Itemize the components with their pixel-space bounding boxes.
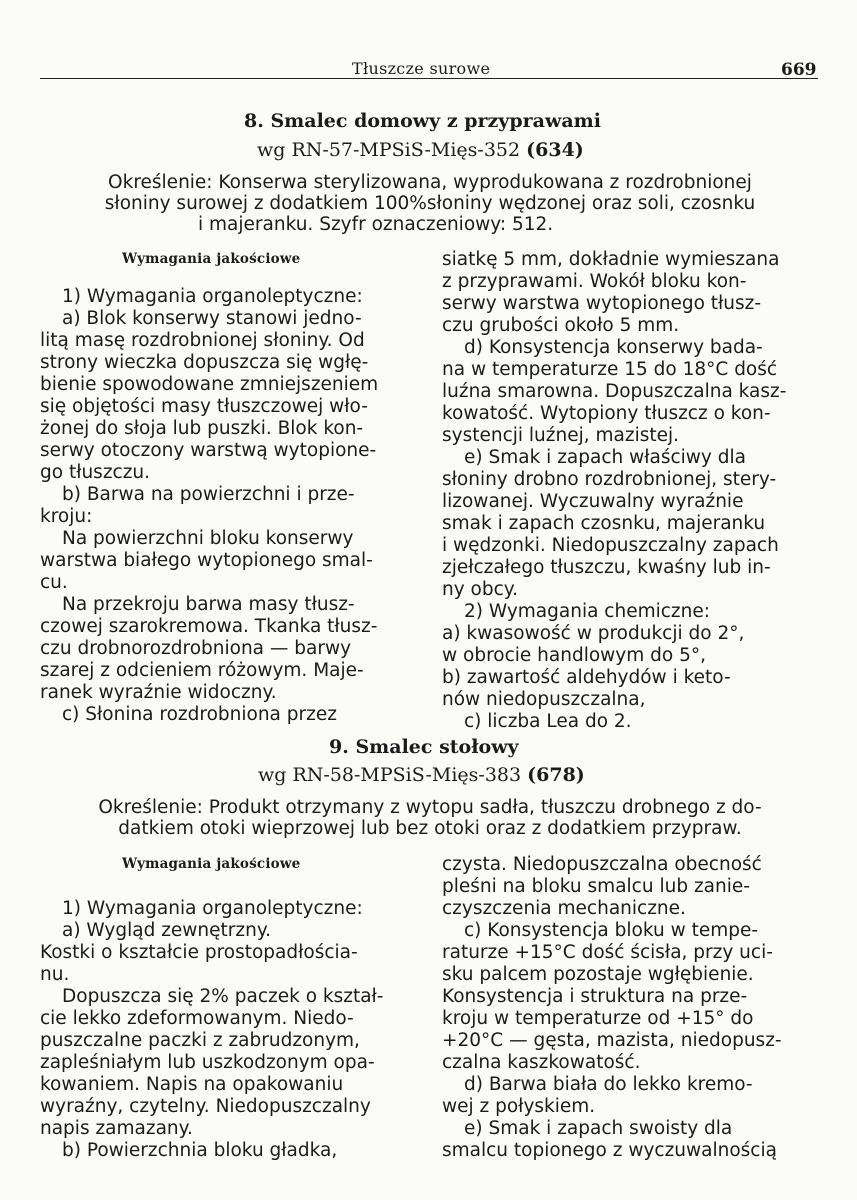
text-line: serwy otoczony warstwą wytopione- <box>40 440 377 461</box>
text-line: c) Konsystencja bloku w tempe- <box>464 920 759 941</box>
section-norm <box>258 764 585 786</box>
text-line: d) Konsystencja konserwy bada- <box>464 337 763 358</box>
section-norm <box>257 139 584 161</box>
text-line: kowatość. Wytopiony tłuszcz o kon- <box>442 403 771 424</box>
text-line: bienie spowodowane zmniejszeniem <box>40 374 379 395</box>
text-line: a) kwasowość w produkcji do 2°, <box>442 623 745 644</box>
text-line: a) Wygląd zewnętrzny. <box>62 920 272 941</box>
norm-code: (678) <box>527 764 585 786</box>
text-line: smak i zapach czosnku, majeranku <box>442 513 766 534</box>
text-line: d) Barwa biała do lekko kremo- <box>464 1074 753 1095</box>
text-line: siatkę 5 mm, dokładnie wymieszana <box>442 249 780 270</box>
text-line: b) Powierzchnia bloku gładka, <box>62 1140 338 1161</box>
text-line: na w temperaturze 15 do 18°C dość <box>442 359 778 380</box>
text-line: Na powierzchni bloku konserwy <box>62 528 354 549</box>
text-line: lizowanej. Wyczuwalny wyraźnie <box>442 491 744 512</box>
running-title: Tłuszcze surowe <box>352 59 491 78</box>
text-line: cu. <box>40 572 68 593</box>
text-line: kowaniem. Napis na opakowaniu <box>40 1074 344 1095</box>
text-line: słoniny drobno rozdrobnionej, stery- <box>442 469 777 490</box>
text-line: serwy warstwa wytopionego tłusz- <box>442 293 762 314</box>
text-line: 1) Wymagania organoleptyczne: <box>62 286 363 307</box>
text-line: kroju: <box>40 506 93 527</box>
section-title: 9. Smalec stołowy <box>329 736 519 758</box>
text-line: c) Słonina rozdrobniona przez <box>62 704 337 725</box>
text-line: z przyprawami. Wokół bloku kon- <box>442 271 747 292</box>
text-line: warstwa białego wytopionego smal- <box>40 550 373 571</box>
text-line: pleśni na bloku smalcu lub zanie- <box>442 876 750 897</box>
text-line: Konsystencja i struktura na prze- <box>442 986 748 1007</box>
text-line: wej z połyskiem. <box>442 1096 596 1117</box>
text-line: Na przekroju barwa masy tłusz- <box>62 594 355 615</box>
page-number: 669 <box>781 60 817 80</box>
text-line: zapleśniałym lub uszkodzonym opa- <box>40 1052 375 1073</box>
text-line: sku palcem pozostaje wgłębienie. <box>442 964 754 985</box>
text-line: luźna smarowna. Dopuszczalna kasz- <box>442 381 787 402</box>
text-line: czu grubości około 5 mm. <box>442 315 680 336</box>
text-line: żonej do słoja lub puszki. Blok kon- <box>40 418 364 439</box>
text-line: a) Blok konserwy stanowi jedno- <box>62 308 362 329</box>
text-line: Kostki o kształcie prostopadłościa- <box>40 942 358 963</box>
requirements-heading: Wymagania jakościowe <box>122 251 301 267</box>
text-line: Dopuszcza się 2% paczek o kształ- <box>62 986 384 1007</box>
text-line: b) zawartość aldehydów i keto- <box>442 667 731 688</box>
text-line: ranek wyraźnie widoczny. <box>40 682 277 703</box>
text-line: ny obcy. <box>442 579 518 600</box>
text-line: w obrocie handlowym do 5°, <box>442 645 706 666</box>
text-line: litą masę rozdrobnionej słoniny. Od <box>40 330 365 351</box>
text-line: nu. <box>40 964 70 985</box>
definition-line: Określenie: Konserwa sterylizowana, wyprodukowana z rozdrobnionej <box>108 172 752 193</box>
text-line: wyraźny, czytelny. Niedopuszczalny <box>40 1096 371 1117</box>
text-line: strony wieczka dopuszcza się wgłę- <box>40 352 369 373</box>
text-line: czyszczenia mechaniczne. <box>442 898 686 919</box>
text-line: czu drobnorozdrobniona — barwy <box>40 638 352 659</box>
definition-line: datkiem otoki wieprzowej lub bez otoki oraz z dodatkiem przypraw. <box>118 818 742 839</box>
text-line: szarej z odcieniem różowym. Maje- <box>40 660 364 681</box>
definition <box>42 172 818 235</box>
text-line: i wędzonki. Niedopuszczalny zapach <box>442 535 779 556</box>
definition-line: Określenie: Produkt otrzymany z wytopu sadła, tłuszczu drobnego z do- <box>98 797 762 818</box>
text-line: puszczalne paczki z zabrudzonym, <box>40 1030 360 1051</box>
norm-number: wg RN-57-MPSiS-Mięs-352 <box>257 139 521 161</box>
definition <box>42 797 818 839</box>
text-line: smalcu topionego z wyczuwalnością <box>442 1140 777 1161</box>
text-line: raturze +15°C dość ścisła, przy uci- <box>442 942 773 963</box>
text-line: +20°C — gęsta, mazista, niedopusz- <box>442 1030 782 1051</box>
text-line: 1) Wymagania organoleptyczne: <box>62 898 363 919</box>
text-line: czalna kaszkowatość. <box>442 1052 641 1073</box>
text-line: c) liczba Lea do 2. <box>464 711 632 732</box>
text-line: napis zamazany. <box>40 1118 193 1139</box>
section-title: 8. Smalec domowy z przyprawami <box>244 110 601 132</box>
text-line: cie lekko zdeformowanym. Niedo- <box>40 1008 354 1029</box>
text-line: e) Smak i zapach swoisty dla <box>464 1118 733 1139</box>
text-line: czysta. Niedopuszczalna obecność <box>442 854 762 875</box>
text-line: 2) Wymagania chemiczne: <box>464 601 710 622</box>
text-line: się objętości masy tłuszczowej wło- <box>40 396 368 417</box>
norm-number: wg RN-58-MPSiS-Mięs-383 <box>258 764 522 786</box>
text-line: nów niedopuszczalna, <box>442 689 646 710</box>
text-line: b) Barwa na powierzchni i prze- <box>62 484 355 505</box>
norm-code: (634) <box>526 139 584 161</box>
text-line: e) Smak i zapach właściwy dla <box>464 447 746 468</box>
text-line: zjełczałego tłuszczu, kwaśny lub in- <box>442 557 771 578</box>
text-line: go tłuszczu. <box>40 462 151 483</box>
text-line: kroju w temperaturze od +15° do <box>442 1008 754 1029</box>
requirements-heading: Wymagania jakościowe <box>122 856 301 872</box>
text-line: czowej szarokremowa. Tkanka tłusz- <box>40 616 378 637</box>
text-line: systencji luźnej, mazistej. <box>442 425 680 446</box>
header-rule <box>40 78 818 79</box>
definition-line: słoniny surowej z dodatkiem 100%słoniny wędzonej oraz soli, czosnku <box>104 193 756 214</box>
definition-line: i majeranku. Szyfr oznaczeniowy: 512. <box>198 214 554 235</box>
